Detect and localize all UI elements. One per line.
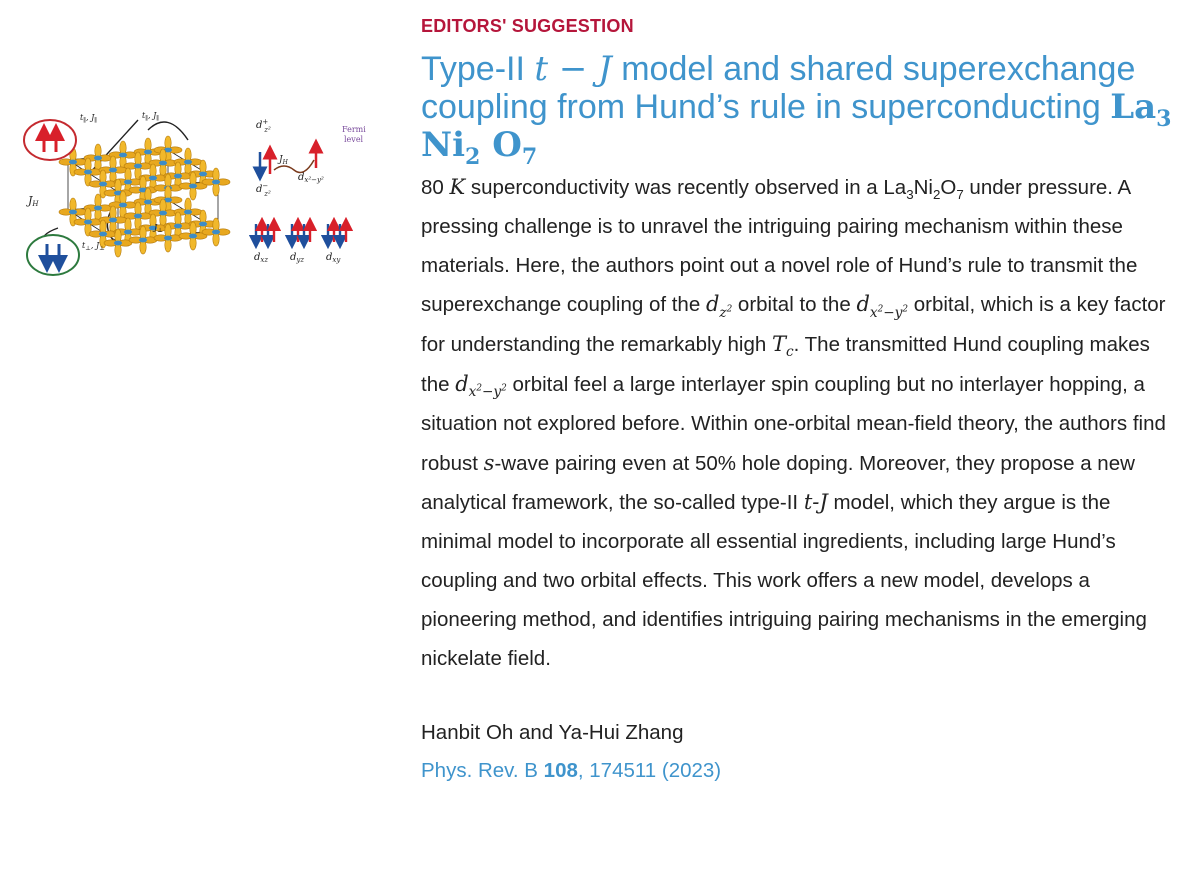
abstract-text: 80 K superconductivity was recently observed in a $La_3Ni_2O_7$ under pressure. A pressing challenge is to unravel the intriguing pairing mechanism within these materials. Here, the authors point out a novel role of Hund’s rule to transmit the superexchange coupling of the $d_{z^2}$ orbital to the $d_{x^2-y^2}$ orbital, which is a key factor for understanding the remarkably high $T_c$. The transmitted Hund coupling makes the $d_{x^2-y^2}$ orbital feel a large interlayer spin coupling but no interlayer hopping, a situation not explored before. Within one-orbital mean-field theory, the authors find robust s-wave pairing even at 50% hole doping. Moreover, they propose a new analytical framework, the so-called type-II t-J model, which they argue is the minimal model to incorporate all essential ingredients, including large Hund’s coupling and two orbital effects. This work offers a new model, develops a pioneering method, and identifies intriguing pairing mechanisms in the emerging nickelate field. (421, 175, 1166, 670)
article-title[interactable]: Type-II t − J model and shared superexchange coupling from Hund’s rule in superconducting $La_3$ $Ni_2$ $O_7$ (421, 49, 1172, 170)
editors-suggestion-label: EDITORS' SUGGESTION (421, 16, 634, 36)
citation-link[interactable]: Phys. Rev. B 108, 174511 (2023) (421, 759, 722, 783)
dx2y2-label: $d_{x^2-y^2}$ (298, 172, 324, 184)
dz2-minus-label: d− z² (256, 182, 271, 198)
dx2y2-symbol-2: $d_{x^2-y^2}$ (455, 371, 507, 401)
authors: Hanbit Oh and Ya-Hui Zhang (421, 721, 684, 745)
dxy-label: $d_{xy}$ (326, 252, 341, 264)
fermi-label: Fermi (342, 125, 366, 134)
dz2-plus-label: d+ z² (256, 118, 271, 134)
JH-label: $J_H$ (279, 155, 288, 166)
spin-down-circle (27, 235, 79, 275)
t-parallel-label-1: $t_\parallel$, $J_\parallel$ (80, 113, 98, 124)
energy-spin-arrows-icon (260, 146, 316, 174)
t-perp-label: $t_\perp$, $J_\perp$ (82, 241, 105, 252)
article-summary (421, 14, 1183, 783)
orbital-spin-pairs-icon (256, 224, 346, 242)
title-formula: $La_3$ $Ni_2$ $O_7$ (421, 87, 1172, 170)
dxz-label: $d_{xz}$ (254, 252, 269, 264)
j-perp-label: $J_\perp$ (154, 223, 163, 234)
article-figure (18, 100, 380, 300)
JH-left-label: JH (28, 194, 39, 208)
spin-up-circle (24, 120, 76, 160)
dz2-symbol: $d_{z^2}$ (705, 292, 733, 321)
dyz-label: $d_{yz}$ (290, 252, 305, 264)
dx2y2-symbol: $d_{x^2-y^2}$ (856, 292, 909, 321)
tc-symbol: $T_c$ (771, 332, 794, 361)
t-parallel-label-2: $t_\parallel$, $J_\parallel$ (142, 111, 160, 122)
level-label: level (344, 135, 364, 144)
orbital-lattice (59, 136, 230, 257)
